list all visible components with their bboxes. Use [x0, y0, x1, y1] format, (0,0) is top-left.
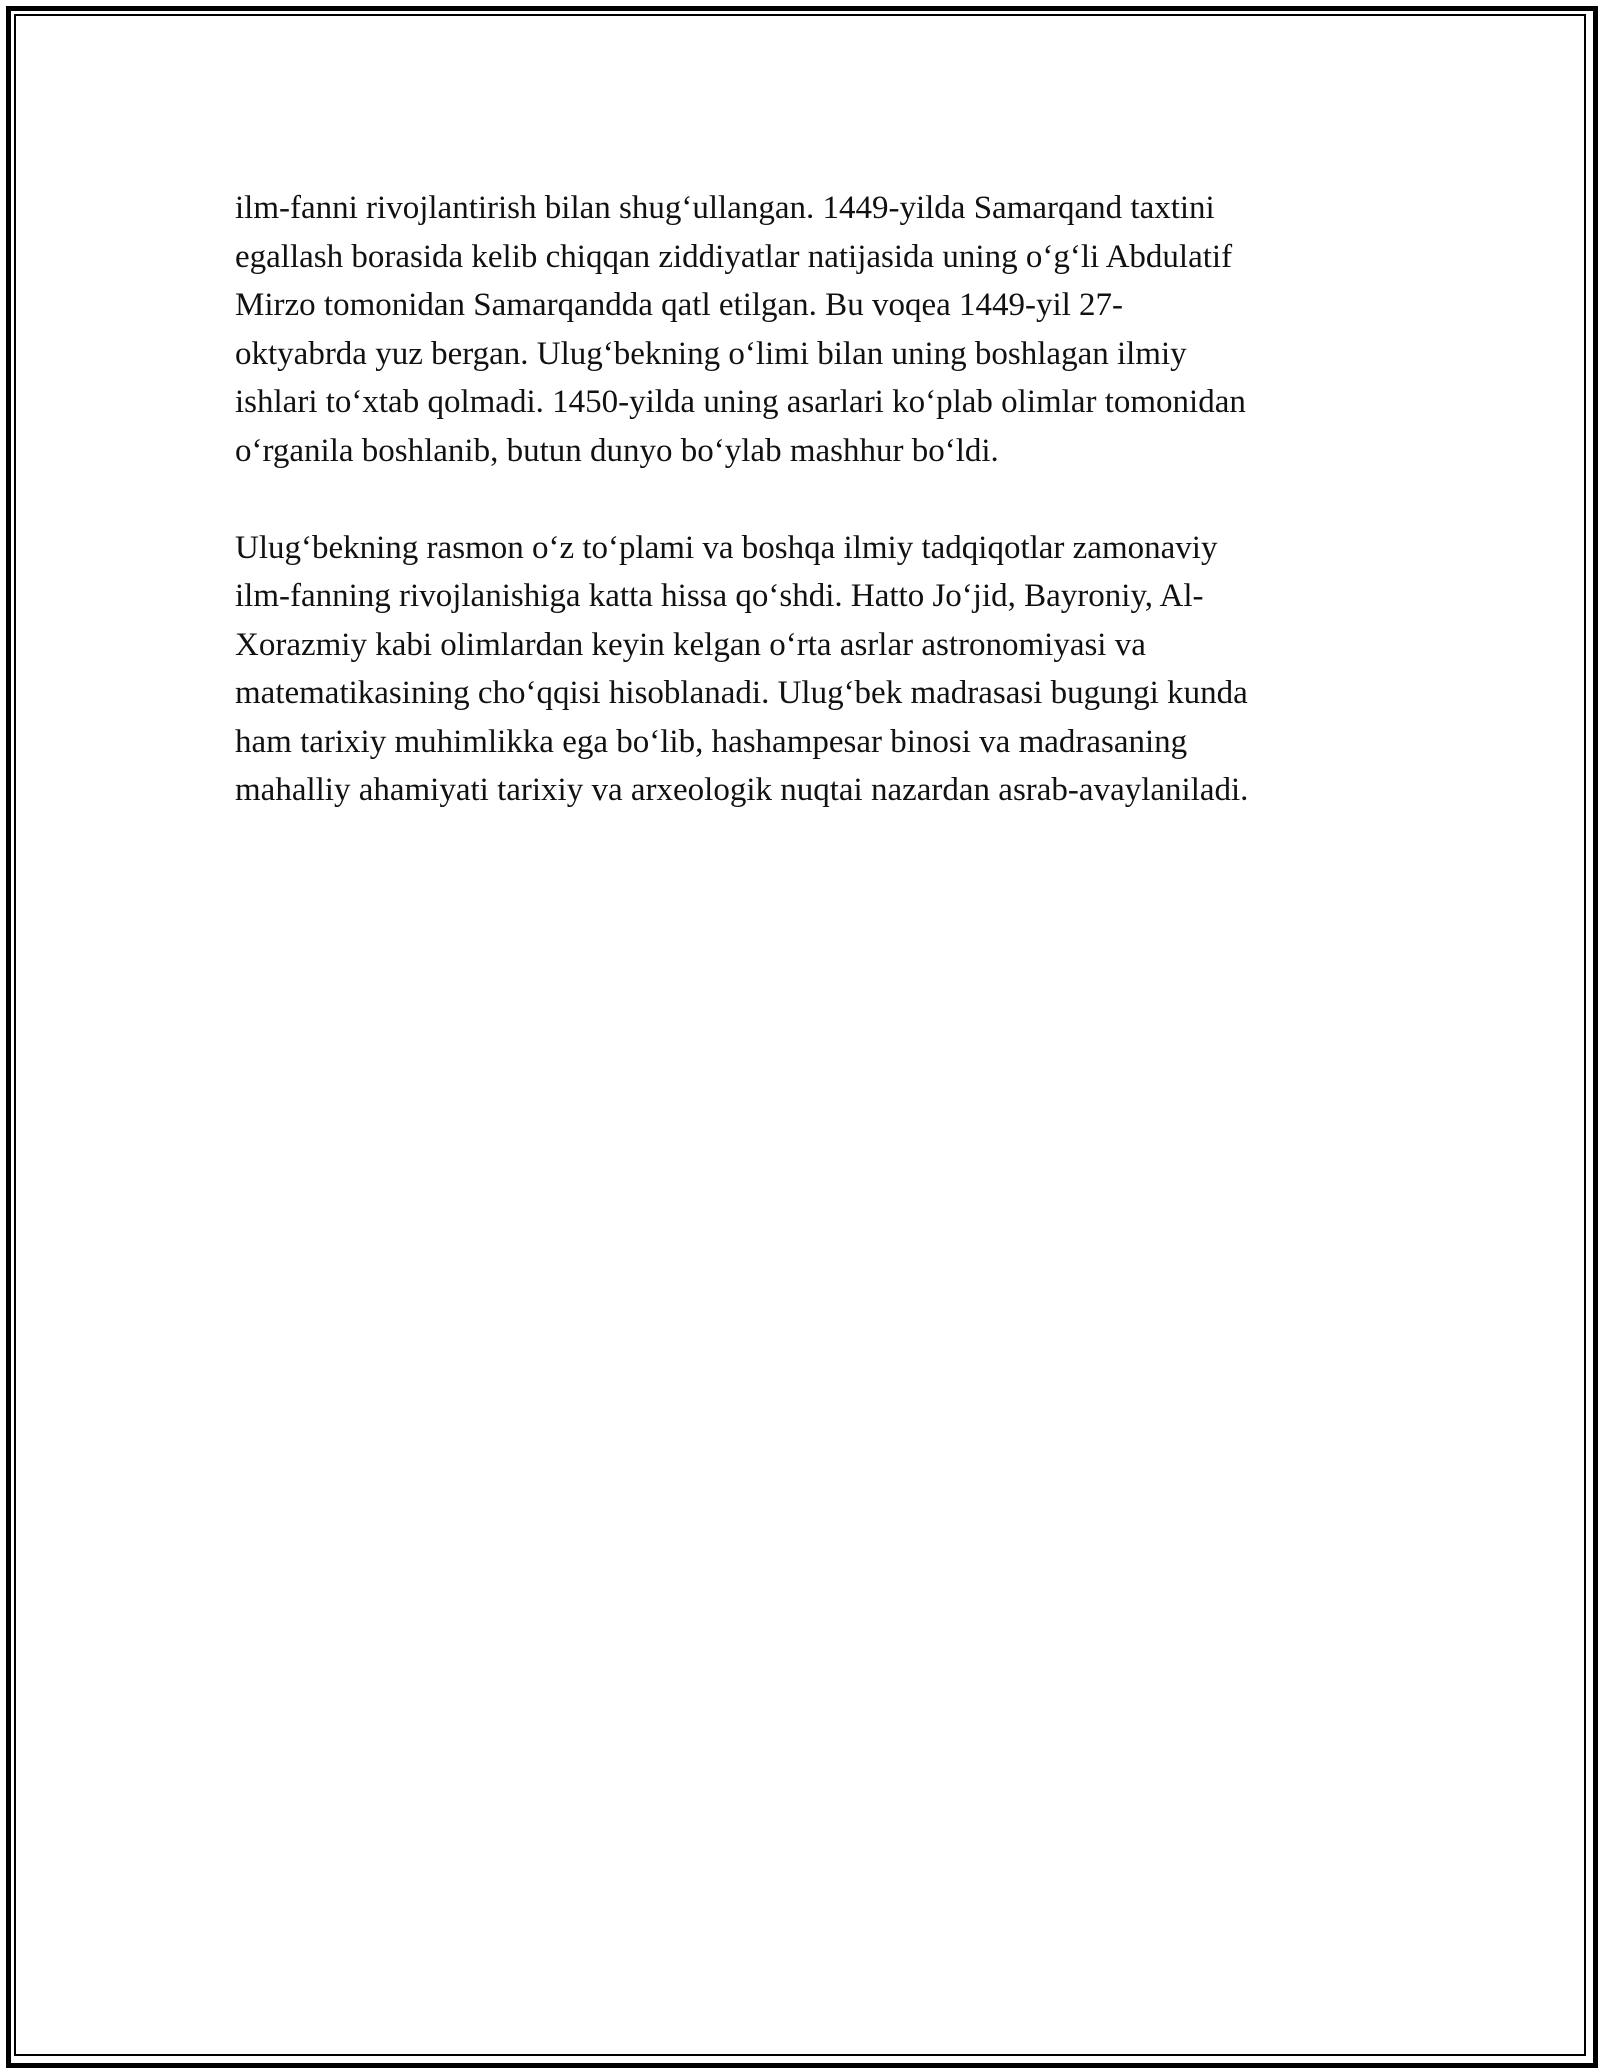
text-line: matematikasining cho‘qqisi hisoblanadi. Ulug‘bek madrasasi bugungi kunda: [235, 675, 1248, 711]
paragraph-2: [235, 524, 1395, 815]
text-line: Xorazmiy kabi olimlardan keyin kelgan o‘rta asrlar astronomiyasi va: [235, 626, 1146, 663]
text-line: oktyabrda yuz bergan. Ulug‘bekning o‘limi bilan uning boshlagan ilmiy: [235, 335, 1187, 372]
text-line: mahalliy ahamiyati tarixiy va arxeologik nuqtai nazardan asrab-avaylaniladi.: [235, 772, 1249, 808]
paragraph-1: [235, 184, 1395, 475]
text-line: egallash borasida kelib chiqqan ziddiyatlar natijasida uning o‘g‘li Abdulatif: [235, 238, 1233, 275]
body-text: [235, 184, 1395, 863]
text-line: Mirzo tomonidan Samarqandda qatl etilgan. Bu voqea 1449-yil 27-: [235, 287, 1124, 323]
text-line: ilm-fanni rivojlantirish bilan shug‘ullangan. 1449-yilda Samarqand taxtini: [235, 190, 1215, 226]
text-line: ham tarixiy muhimlikka ega bo‘lib, hashampesar binosi va madrasaning: [235, 723, 1188, 760]
text-line: o‘rganila boshlanib, butun dunyo bo‘ylab mashhur bo‘ldi.: [235, 432, 999, 469]
text-line: Ulug‘bekning rasmon o‘z to‘plami va boshqa ilmiy tadqiqotlar zamonaviy: [235, 529, 1218, 566]
text-line: ilm-fanning rivojlanishiga katta hissa qo‘shdi. Hatto Jo‘jid, Bayroniy, Al-: [235, 578, 1204, 614]
text-line: ishlari to‘xtab qolmadi. 1450-yilda uning asarlari ko‘plab olimlar tomonidan: [235, 384, 1246, 420]
